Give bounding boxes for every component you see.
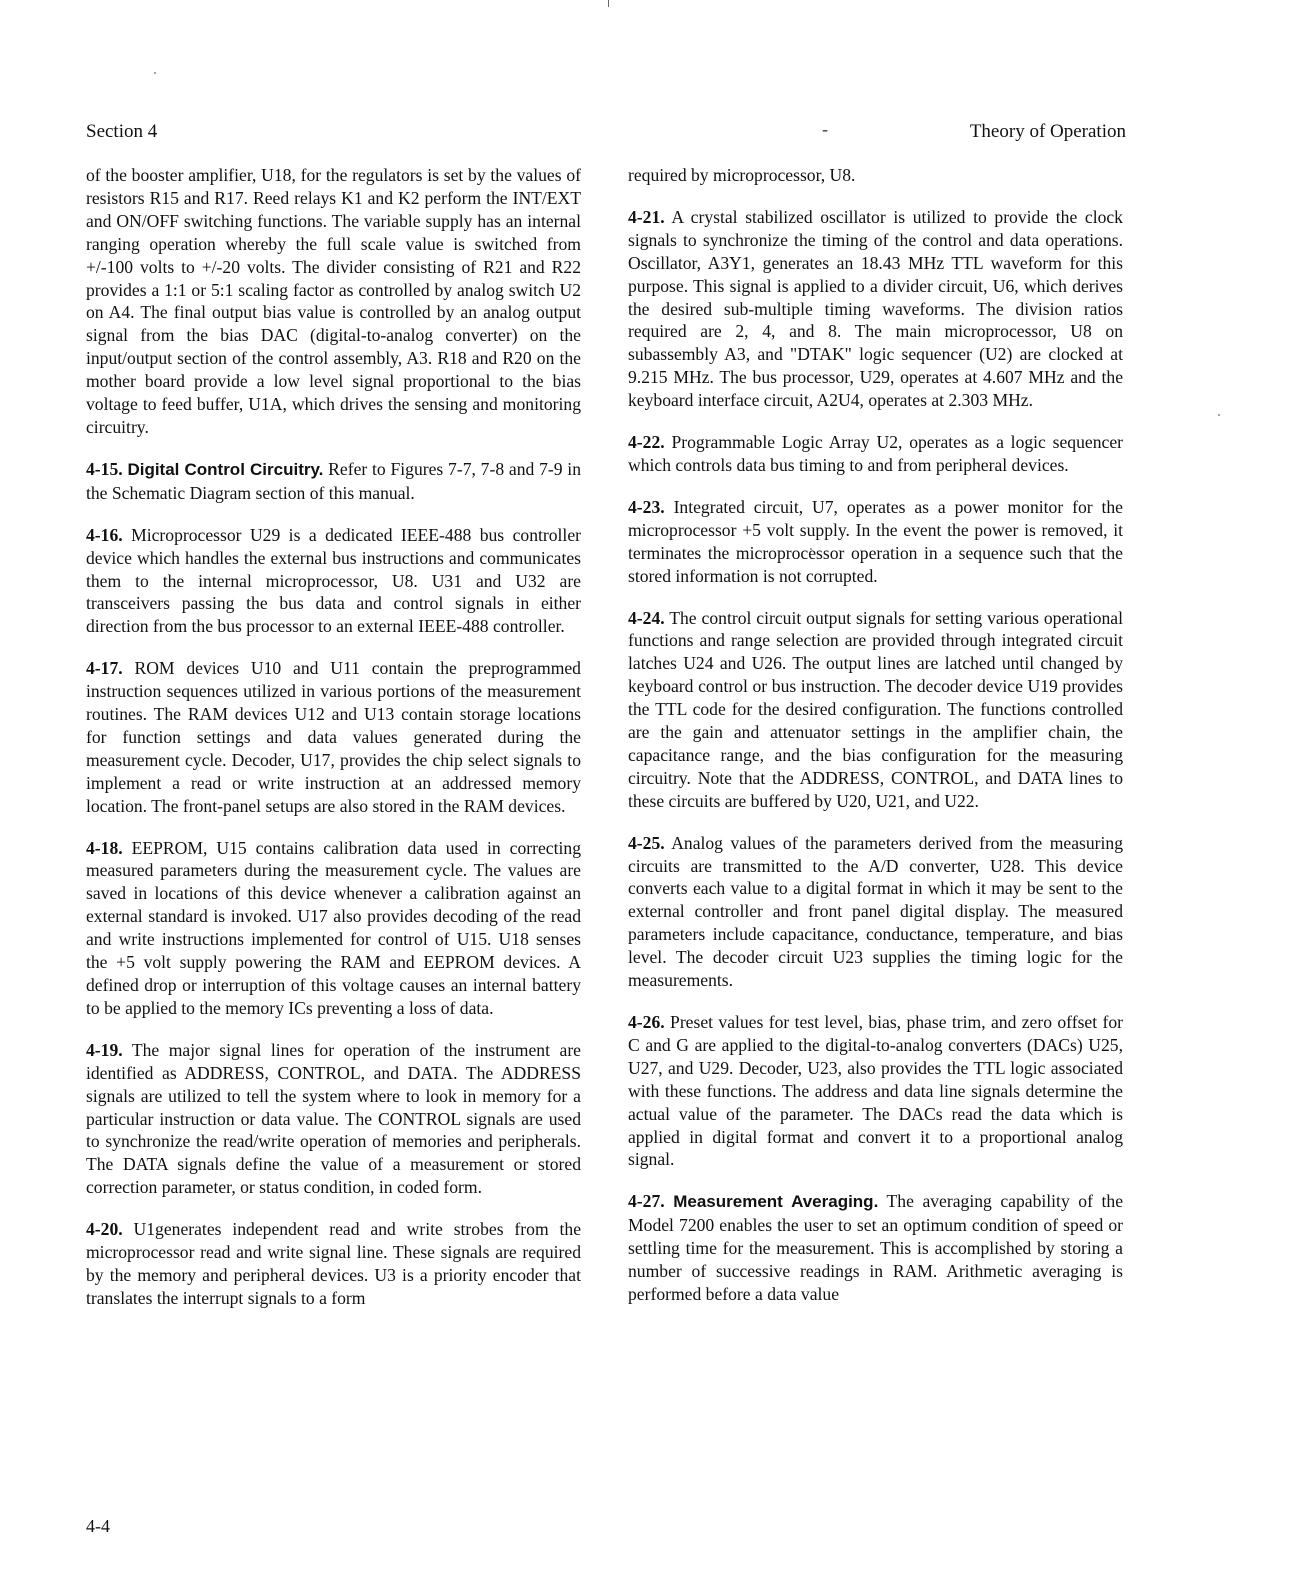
paragraph-number: 4-20. xyxy=(86,1219,123,1240)
scan-speck xyxy=(1218,414,1220,416)
section-heading: Digital Control Circuitry. xyxy=(127,459,324,479)
paragraph-text: A crystal stabilized oscillator is utilized to provide the clock signals to synchronize the timing of the control and data operations. Oscillator, A3Y1, generates an 18.43 MHz TTL waveform for this purpose. This signal is applied to a divider circuit, U6, which derives the desired sub-multiple timing waveforms. The division ratios required are 2, 4, and 8. The main microprocessor, U8 on subassembly A3, and "DTAK" logic sequencer (U2) are clocked at 9.215 MHz. The bus processor, U29, operates at 4.607 MHz and the keyboard interface circuit, A2U4, operates at 2.303 MHz. xyxy=(628,206,1123,411)
header-dash: - xyxy=(822,119,828,139)
paragraph-number: 4-19. xyxy=(86,1039,123,1060)
paragraph-continued: required by microprocessor, U8. xyxy=(628,165,856,185)
paragraph-number: 4-23. xyxy=(628,496,665,517)
paragraph-number: 4-16. xyxy=(86,524,123,545)
paragraph-4-27 xyxy=(628,1190,1123,1306)
paragraph-number: 4-24. xyxy=(628,607,665,628)
paragraph-text: The averaging capability of the Model 7200 enables the user to set an optimum condition of speed or settling time for the measurement. This is accomplished by storing a number of successive readings in RAM. Arithmetic averaging is performed before a data value xyxy=(628,1191,1123,1304)
paragraph-4-20 xyxy=(86,1218,581,1310)
paragraph-number: 4-21. xyxy=(628,206,665,227)
paragraph-text: Integrated circuit, U7, operates as a power monitor for the microprocessor +5 volt supply. In the event the power is removed, it terminates the microprocessor operation in a sequence such that the stored information is not corrupted. xyxy=(628,496,1123,586)
paragraph-continued: of the booster amplifier, U18, for the regulators is set by the values of resistors R15 and R17. Reed relays K1 and K2 perform the INT/EXT and ON/OFF switching functions. The variable supply has an internal ranging operation whereby the full scale value is switched from +/-100 volts to +/-20 volts. The divider consisting of R21 and R22 provides a 1:1 or 5:1 scaling factor as controlled by analog switch U2 on A4. The final output bias value is controlled by an analog output signal from the bias DAC (digital-to-analog converter) on the input/output section of the control assembly, A3. R18 and R20 on the mother board provide a low level signal proportional to the bias voltage to feed buffer, U1A, which drives the sensing and monitoring circuitry. xyxy=(86,165,581,437)
paragraph-4-16 xyxy=(86,524,581,639)
paragraph-number: 4-17. xyxy=(86,658,123,679)
paragraph-4-26 xyxy=(628,1011,1123,1171)
paragraph-number: 4-27. xyxy=(628,1191,665,1212)
scan-speck xyxy=(154,72,156,74)
paragraph-4-23 xyxy=(628,496,1123,588)
paragraph-4-18 xyxy=(86,837,581,1020)
paragraph-number: 4-15. xyxy=(86,458,123,479)
paragraph-4-21 xyxy=(628,206,1123,412)
paragraph-4-15 xyxy=(86,458,581,505)
paragraph-text: EEPROM, U15 contains calibration data used in correcting measured parameters during the measurement cycle. The values are saved in locations of this device whenever a calibration against an external standard is invoked. U17 also provides decoding of the read and write instructions implemented for control of U15. U18 senses the +5 volt supply powering the RAM and EEPROM devices. A defined drop or interruption of this voltage causes an internal battery to be applied to the memory ICs preventing a loss of data. xyxy=(86,837,581,1018)
paragraph-text: The control circuit output signals for setting various operational functions and range selection are provided through integrated circuit latches U24 and U26. The output lines are latched until changed by keyboard control or bus instruction. The decoder device U19 provides the TTL code for the desired configuration. The functions controlled are the gain and attenuator settings in the amplifier chain, the capacitance range, and the bias configuration for the measuring circuitry. Note that the ADDRESS, CONTROL, and DATA lines to these circuits are buffered by U20, U21, and U22. xyxy=(628,607,1123,811)
left-column xyxy=(86,164,581,1329)
paragraph-text: ROM devices U10 and U11 contain the preprogrammed instruction sequences utilized in various portions of the measurement routines. The RAM devices U12 and U13 contain storage locations for function settings and data values generated during the measurement cycle. Decoder, U17, provides the chip select signals to implement a read or write instruction at an addressed memory location. The front-panel setups are also stored in the RAM devices. xyxy=(86,658,581,816)
paragraph-4-25 xyxy=(628,832,1123,992)
paragraph-text: Analog values of the parameters derived from the measuring circuits are transmitted to the A/D converter, U28. This device converts each value to a digital format in which it may be sent to the external controller and front panel digital display. The measured parameters include capacitance, conductance, temperature, and bias level. The decoder circuit U23 supplies the timing logic for the measurements. xyxy=(628,832,1123,991)
scan-mark xyxy=(608,0,609,7)
page-header-title: Theory of Operation xyxy=(969,121,1126,142)
paragraph-text: The major signal lines for operation of the instrument are identified as ADDRESS, CONTROL, and DATA. The ADDRESS signals are utilized to tell the system where to look in memory for a particular instruction or data value. The CONTROL signals are used to synchronize the read/write operation of memories and peripherals. The DATA signals define the value of a measurement or stored correction parameter, or status condition, in coded form. xyxy=(86,1039,581,1198)
paragraph-4-24 xyxy=(628,607,1123,813)
paragraph-text: Programmable Logic Array U2, operates as a logic sequencer which controls data bus timing to and from peripheral devices. xyxy=(628,432,1123,475)
paragraph-4-19 xyxy=(86,1039,581,1199)
page-number: 4-4 xyxy=(86,1516,110,1536)
paragraph-number: 4-18. xyxy=(86,837,123,858)
paragraph-number: 4-22. xyxy=(628,432,665,453)
section-heading: Measurement Averaging. xyxy=(673,1192,879,1212)
paragraph-text: Preset values for test level, bias, phase trim, and zero offset for C and G are applied to the digital-to-analog converters (DACs) U25, U27, and U29. Decoder, U23, also provides the TTL logic associated with these functions. The address and data line signals determine the actual value of the parameter. The DACs read the data which is applied in digital format and convert it to a proportional analog signal. xyxy=(628,1012,1123,1170)
right-column xyxy=(628,164,1123,1325)
paragraph-4-22 xyxy=(628,431,1123,477)
paragraph-4-17 xyxy=(86,657,581,817)
paragraph-number: 4-25. xyxy=(628,832,665,853)
paragraph-text: Microprocessor U29 is a dedicated IEEE-488 bus controller device which handles the external bus instructions and communicates them to the internal microprocessor, U8. U31 and U32 are transceivers passing the bus data and control signals in either direction from the bus processor to an external IEEE-488 controller. xyxy=(86,524,581,637)
paragraph-text: U1generates independent read and write strobes from the microprocessor read and write signal line. These signals are required by the memory and peripheral devices. U3 is a priority encoder that translates the interrupt signals to a form xyxy=(86,1219,581,1308)
paragraph-number: 4-26. xyxy=(628,1012,665,1032)
paragraph-text: Refer to Figures 7-7, 7-8 and 7-9 in the Schematic Diagram section of this manual. xyxy=(86,458,581,503)
section-label: Section 4 xyxy=(86,121,158,142)
